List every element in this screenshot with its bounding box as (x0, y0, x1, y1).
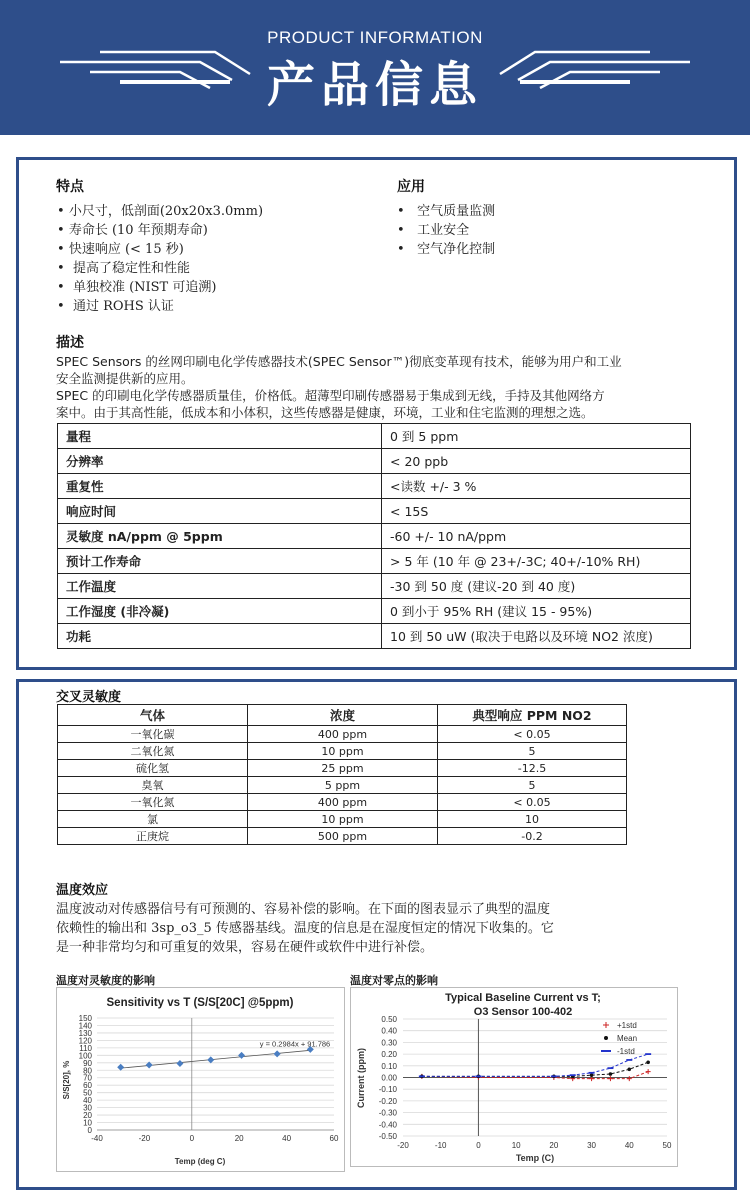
description-line: 安全监测提供新的应用。 (56, 371, 194, 386)
y-tick-label: 70 (83, 1073, 92, 1083)
y-tick-label: -0.50 (378, 1132, 397, 1141)
table-row (58, 760, 627, 777)
temperature-line: 依赖性的输出和 3sp_o3_5 传感器基线。温度的信息是在湿度恒定的情况下收集的。它 (56, 921, 554, 936)
data-point (176, 1060, 183, 1067)
legend-label: Mean (617, 1034, 638, 1043)
x-tick-label: 30 (587, 1141, 597, 1150)
description-heading: 描述 (56, 335, 84, 351)
concentration-cell: 400 ppm (248, 794, 438, 811)
response-cell: < 0.05 (438, 726, 627, 743)
y-tick-label: -0.40 (378, 1120, 397, 1130)
gas-cell: 一氧化碳 (58, 726, 248, 743)
data-point (627, 1076, 632, 1081)
spec-label: 重复性 (58, 474, 382, 499)
feature-item: • 通过 ROHS 认证 (57, 299, 174, 314)
response-cell: 10 (438, 811, 627, 828)
spec-value: <读数 +/- 3 % (382, 474, 691, 499)
cross-sensitivity-panel (16, 679, 737, 1190)
table-row (58, 777, 627, 794)
x-tick-label: -10 (434, 1141, 447, 1150)
x-axis-label: Temp (C) (515, 1153, 555, 1163)
spec-label: 量程 (58, 424, 382, 449)
chart-title: Typical Baseline Current vs T; (445, 992, 601, 1004)
y-tick-label: 0 (87, 1126, 92, 1135)
y-tick-label: 0.40 (381, 1026, 397, 1036)
y-tick-label: 110 (79, 1043, 92, 1053)
y-tick-label: -0.10 (378, 1085, 397, 1095)
series-line (422, 1062, 648, 1076)
spec-table (57, 423, 691, 649)
response-cell: 5 (438, 743, 627, 760)
y-tick-label: 40 (83, 1096, 92, 1106)
data-point (274, 1050, 281, 1057)
concentration-cell: 5 ppm (248, 777, 438, 794)
spec-value: > 5 年 (10 年 @ 23+/-3C; 40+/-10% RH) (382, 549, 691, 574)
application-item: • 空气净化控制 (397, 242, 496, 257)
banner-title: 产品信息 (266, 57, 483, 113)
temperature-heading: 温度效应 (56, 883, 109, 898)
y-tick-label: 0.30 (381, 1038, 397, 1048)
x-tick-label: 10 (511, 1141, 521, 1150)
x-tick-label: 20 (549, 1141, 559, 1150)
concentration-cell: 25 ppm (248, 760, 438, 777)
x-tick-label: 60 (329, 1134, 339, 1143)
application-item: • 空气质量监测 (397, 204, 496, 219)
spec-label: 响应时间 (58, 499, 382, 524)
spec-label: 工作湿度 (非冷凝) (58, 599, 382, 624)
table-row (58, 811, 627, 828)
legend-label: +1std (617, 1021, 637, 1030)
response-cell: < 0.05 (438, 794, 627, 811)
data-point (117, 1064, 124, 1071)
spec-label: 功耗 (58, 624, 382, 649)
x-tick-label: 40 (624, 1141, 634, 1150)
y-tick-label: -0.30 (378, 1108, 397, 1118)
sensitivity-chart (56, 987, 345, 1172)
gas-cell: 二氧化氮 (58, 743, 248, 760)
spec-value: 0 到 5 ppm (382, 424, 691, 449)
response-cell: -0.2 (438, 828, 627, 845)
baseline-chart-svg (351, 988, 677, 1166)
table-row (58, 524, 691, 549)
feature-item: • 小尺寸，低剖面(20x20x3.0mm) (57, 204, 264, 219)
data-point (590, 1073, 594, 1077)
feature-item: • 寿命长 (10 年预期寿命) (57, 223, 208, 238)
column-header: 典型响应 PPM NO2 (438, 705, 627, 726)
banner-subtitle: PRODUCT INFORMATION (267, 28, 483, 47)
y-tick-label: 150 (78, 1014, 92, 1023)
gas-cell: 正庚烷 (58, 828, 248, 845)
spec-label: 工作温度 (58, 574, 382, 599)
legend-marker (603, 1022, 609, 1028)
chart-subtitle: O3 Sensor 100-402 (473, 1006, 573, 1018)
spec-value: -30 到 50 度 (建议-20 到 40 度) (382, 574, 691, 599)
y-tick-label: 0.10 (381, 1061, 397, 1071)
gas-cell: 硫化氢 (58, 760, 248, 777)
x-tick-label: -20 (138, 1134, 151, 1143)
feature-item: • 单独校准 (NIST 可追溯) (57, 280, 217, 295)
y-tick-label: 50 (83, 1088, 92, 1098)
concentration-cell: 10 ppm (248, 811, 438, 828)
y-tick-label: 0.00 (381, 1073, 397, 1083)
y-tick-label: 90 (83, 1058, 92, 1068)
x-axis-label: Temp (deg C) (174, 1157, 226, 1166)
applications-heading: 应用 (397, 179, 425, 195)
data-point (207, 1056, 214, 1063)
data-point (646, 1069, 651, 1074)
table-row (58, 474, 691, 499)
description-line: SPEC Sensors 的丝网印刷电化学传感器技术(SPEC Sensor™)彻底变革现有技术，能够为用户和工业 (56, 354, 622, 369)
spec-label: 预计工作寿命 (58, 549, 382, 574)
table-row (58, 574, 691, 599)
product-panel (16, 157, 737, 670)
gas-cell: 臭氧 (58, 777, 248, 794)
spec-value: 10 到 50 uW (取决于电路以及环境 NO2 浓度) (382, 624, 691, 649)
description-line: SPEC 的印刷电化学传感器质量佳，价格低。超薄型印刷传感器易于集成到无线，手持及其他网络方 (56, 388, 605, 403)
table-row (58, 599, 691, 624)
cross-table (57, 704, 627, 845)
response-cell: 5 (438, 777, 627, 794)
legend-marker (604, 1036, 608, 1040)
spec-label: 分辨率 (58, 449, 382, 474)
table-row (58, 794, 627, 811)
sensitivity-chart-svg (57, 988, 344, 1171)
table-row (58, 499, 691, 524)
table-row (58, 726, 627, 743)
baseline-chart (350, 987, 678, 1167)
table-row (58, 624, 691, 649)
table-row (58, 449, 691, 474)
chart-title: Sensitivity vs T (S/S[20C] @5ppm) (106, 997, 294, 1009)
cross-heading: 交叉灵敏度 (56, 690, 122, 705)
y-tick-label: 100 (78, 1051, 92, 1061)
banner (0, 0, 750, 135)
column-header: 气体 (58, 705, 248, 726)
x-tick-label: 0 (476, 1141, 481, 1150)
column-header: 浓度 (248, 705, 438, 726)
x-tick-label: 0 (189, 1134, 195, 1143)
concentration-cell: 10 ppm (248, 743, 438, 760)
y-tick-label: 60 (83, 1081, 92, 1091)
table-header-row (58, 705, 627, 726)
temperature-line: 是一种非常均匀和可重复的效果，容易在硬件或软件中进行补偿。 (56, 940, 434, 955)
x-tick-label: -40 (91, 1134, 103, 1143)
y-tick-label: 0.20 (381, 1050, 397, 1060)
x-tick-label: -20 (397, 1141, 409, 1150)
x-tick-label: 50 (662, 1141, 672, 1150)
spec-value: 0 到小于 95% RH (建议 15 - 95%) (382, 599, 691, 624)
y-tick-label: 130 (78, 1028, 92, 1038)
x-tick-label: 40 (282, 1134, 292, 1143)
y-axis-label: S/S[20], % (62, 1060, 71, 1100)
y-tick-label: 30 (83, 1103, 92, 1113)
gas-cell: 氯 (58, 811, 248, 828)
temperature-line: 温度波动对传感器信号有可预测的、容易补偿的影响。在下面的图表显示了典型的温度 (56, 902, 551, 917)
features-heading: 特点 (56, 179, 84, 195)
y-tick-label: 0.50 (381, 1015, 397, 1024)
sensitivity-chart-caption: 温度对灵敏度的影响 (56, 974, 155, 987)
y-tick-label: 10 (83, 1118, 92, 1128)
data-point (608, 1076, 613, 1081)
table-row (58, 828, 627, 845)
feature-item: • 提高了稳定性和性能 (57, 261, 190, 276)
y-tick-label: 120 (78, 1036, 92, 1046)
feature-item: • 快速响应 (< 15 秒) (57, 242, 184, 257)
spec-value: < 15S (382, 499, 691, 524)
application-item: • 工业安全 (397, 223, 470, 238)
data-point (646, 1060, 650, 1064)
table-row (58, 743, 627, 760)
data-point (627, 1068, 631, 1072)
x-tick-label: 20 (234, 1134, 244, 1143)
y-tick-label: 20 (83, 1111, 92, 1121)
y-axis-label: Current (ppm) (356, 1048, 366, 1108)
data-point (238, 1052, 245, 1059)
concentration-cell: 400 ppm (248, 726, 438, 743)
baseline-chart-caption: 温度对零点的影响 (350, 974, 438, 987)
trendline-annotation: y = 0.2984x + 91.786 (259, 1039, 331, 1049)
concentration-cell: 500 ppm (248, 828, 438, 845)
spec-label: 灵敏度 nA/ppm @ 5ppm (58, 524, 382, 549)
legend-label: -1std (617, 1047, 635, 1056)
spec-value: -60 +/- 10 nA/ppm (382, 524, 691, 549)
gas-cell: 一氧化氮 (58, 794, 248, 811)
y-tick-label: 80 (83, 1066, 92, 1076)
table-row (58, 424, 691, 449)
data-point (609, 1072, 613, 1076)
y-tick-label: 140 (78, 1021, 92, 1031)
response-cell: -12.5 (438, 760, 627, 777)
y-tick-label: -0.20 (378, 1096, 397, 1106)
description-line: 案中。由于其高性能，低成本和小体积，这些传感器是健康，环境，工业和住宅监测的理想之选。 (56, 405, 594, 420)
spec-value: < 20 ppb (382, 449, 691, 474)
table-row (58, 549, 691, 574)
